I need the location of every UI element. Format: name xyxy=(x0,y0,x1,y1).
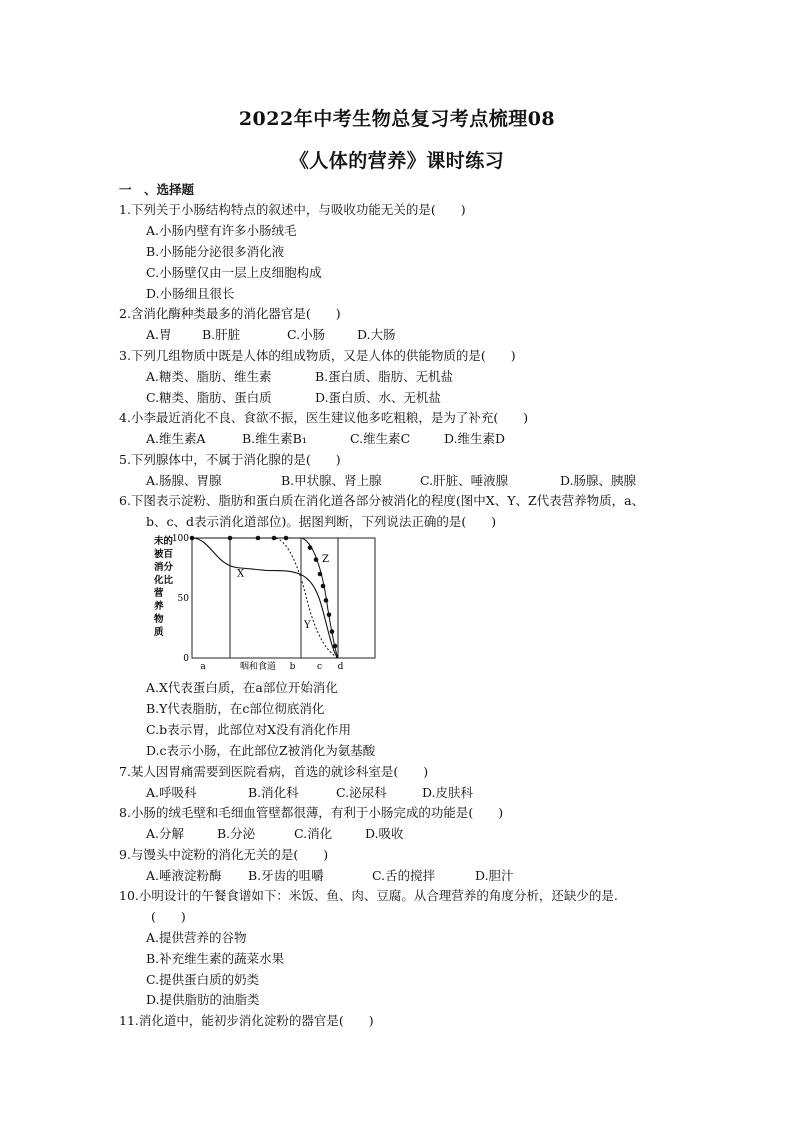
option: A.分解 xyxy=(146,826,185,841)
chart-ytick-label: 100 xyxy=(171,534,189,544)
chart-ytick-label: 50 xyxy=(177,594,189,604)
option: B.Y代表脂肪，在c部位彻底消化 xyxy=(146,701,325,716)
chart-xtick-label: d xyxy=(337,662,344,672)
option: C.消化 xyxy=(294,826,333,841)
option: B.消化科 xyxy=(248,785,299,800)
option: B.小肠能分泌很多消化液 xyxy=(146,244,285,259)
series-z-point xyxy=(284,536,289,541)
series-z-point xyxy=(256,536,261,541)
option: C.小肠壁仅由一层上皮细胞构成 xyxy=(146,265,322,280)
option: A.胃 xyxy=(146,327,172,342)
option: C.泌尿科 xyxy=(336,785,387,800)
series-z-point xyxy=(327,613,332,618)
series-z-point xyxy=(324,598,329,603)
series-z-point xyxy=(333,644,338,649)
question-9-stem: 9.与馒头中淀粉的消化无关的是( ) xyxy=(119,847,329,862)
series-z-point xyxy=(272,536,277,541)
option: B.肝脏 xyxy=(202,327,241,342)
series-z-point xyxy=(330,629,335,634)
option: D.提供脂肪的油脂类 xyxy=(146,992,260,1007)
option: B.维生素B₁ xyxy=(242,431,307,446)
series-z-point xyxy=(314,557,319,562)
chart-series xyxy=(190,536,338,658)
chart-ytick-label: 0 xyxy=(183,654,189,664)
series-label: Z xyxy=(322,554,329,565)
option: D.蛋白质、水、无机盐 xyxy=(315,390,442,405)
option: D.c表示小肠，在此部位Z被消化为氨基酸 xyxy=(146,743,376,758)
question-2-stem: 2.含消化酶种类最多的消化器官是( ) xyxy=(119,306,341,321)
question-4-stem: 4.小李最近消化不良、食欲不振，医生建议他多吃粗粮，是为了补充( ) xyxy=(119,410,529,425)
document-subtitle: 《人体的营养》课时练习 xyxy=(289,150,505,172)
question-1-stem: 1.下列关于小肠结构特点的叙述中，与吸收功能无关的是( ) xyxy=(119,202,466,217)
option: B.补充维生素的蔬菜水果 xyxy=(146,951,285,966)
chart-xtick-label: 咽和食道 xyxy=(239,662,277,672)
question-10-stem: 10.小明设计的午餐食谱如下：米饭、鱼、肉、豆腐。从合理营养的角度分析，还缺少的是. xyxy=(119,888,618,903)
option: A.提供营养的谷物 xyxy=(146,930,247,945)
option: A.肠腺、胃腺 xyxy=(146,473,222,488)
series-z-point xyxy=(308,545,313,550)
document-title: 2022年中考生物总复习考点梳理08 xyxy=(238,108,556,130)
digestion-chart xyxy=(146,530,386,672)
option: A.糖类、脂肪、维生素 xyxy=(146,369,272,384)
option: A.唾液淀粉酶 xyxy=(146,868,222,883)
chart-ylabel-line: 质 xyxy=(154,627,164,638)
option: D.肠腺、胰腺 xyxy=(560,473,637,488)
option: C.b表示胃，此部位对X没有消化作用 xyxy=(146,722,351,737)
option: C.维生素C xyxy=(350,431,411,446)
option: D.皮肤科 xyxy=(422,785,474,800)
option: C.小肠 xyxy=(287,327,326,342)
option: D.小肠细且很长 xyxy=(146,286,235,301)
option: C.糖类、脂肪、蛋白质 xyxy=(146,390,272,405)
option: A.X代表蛋白质，在a部位开始消化 xyxy=(146,680,338,695)
chart-ylabel xyxy=(153,535,174,638)
option: D.维生素D xyxy=(444,431,506,446)
option: A.维生素A xyxy=(146,431,206,446)
chart-ylabel-line: 化比 xyxy=(154,575,174,586)
question-7-stem: 7.某人因胃痛需要到医院看病，首选的就诊科室是( ) xyxy=(119,764,429,779)
option: D.大肠 xyxy=(357,327,396,342)
chart-ylabel-line: 养 xyxy=(154,601,164,612)
question-6-stem: 6.下图表示淀粉、脂肪和蛋白质在消化道各部分被消化的程度(图中X、Y、Z代表营养物质，a、 xyxy=(119,493,645,508)
option: C.肝脏、唾液腺 xyxy=(420,473,509,488)
chart-ylabel-line: 营 xyxy=(154,588,164,599)
option: C.提供蛋白质的奶类 xyxy=(146,972,260,987)
question-6-stem-cont: b、c、d表示消化道部位)。据图判断，下列说法正确的是( ) xyxy=(146,514,497,529)
series-z-point xyxy=(321,584,326,589)
chart-ylabel-line: 物 xyxy=(154,614,164,625)
chart-xtick-label: b xyxy=(289,662,296,672)
question-11-stem: 11.消化道中，能初步消化淀粉的器官是( ) xyxy=(119,1013,374,1028)
chart-ylabel-line: 消分 xyxy=(154,562,174,573)
series-z-line xyxy=(192,538,338,658)
option: C.舌的搅拌 xyxy=(372,868,436,883)
question-3-stem: 3.下列几组物质中既是人体的组成物质，又是人体的供能物质的是( ) xyxy=(119,348,516,363)
question-8-stem: 8.小肠的绒毛壁和毛细血管壁都很薄，有利于小肠完成的功能是( ) xyxy=(119,805,504,820)
series-label: X xyxy=(237,568,245,580)
question-5-stem: 5.下列腺体中，不属于消化腺的是( ) xyxy=(119,452,341,467)
chart-xtick-label: c xyxy=(316,662,323,672)
chart-xtick-label: a xyxy=(200,662,206,672)
chart-ylabel-line: 未的 xyxy=(154,536,174,547)
chart-frame xyxy=(172,534,375,672)
option: D.吸收 xyxy=(365,826,404,841)
option: B.蛋白质、脂肪、无机盐 xyxy=(315,369,454,384)
option: D.胆汁 xyxy=(475,868,514,883)
chart-ylabel-line: 被百 xyxy=(154,549,174,560)
option: B.牙齿的咀嚼 xyxy=(248,868,324,883)
series-label: Y xyxy=(304,620,311,631)
section-heading: 一 、选择题 xyxy=(119,182,195,197)
option: B.甲状腺、肾上腺 xyxy=(281,473,382,488)
option: B.分泌 xyxy=(217,826,256,841)
series-z-point xyxy=(318,572,323,577)
series-z-point xyxy=(190,536,195,541)
option: A.呼吸科 xyxy=(146,785,197,800)
option: A.小肠内壁有许多小肠绒毛 xyxy=(146,223,297,238)
question-10-stem-cont: ( ) xyxy=(151,909,186,924)
series-z-point xyxy=(228,536,233,541)
chart-plot-border xyxy=(192,538,375,658)
